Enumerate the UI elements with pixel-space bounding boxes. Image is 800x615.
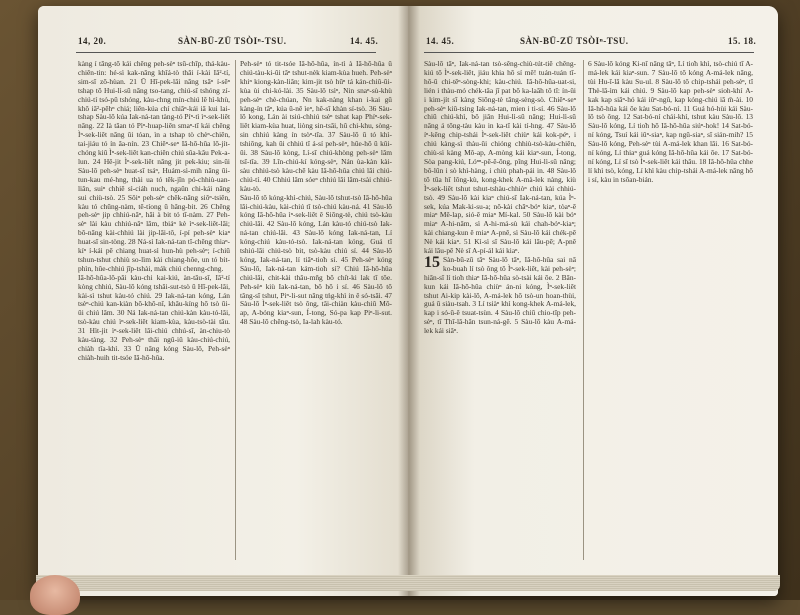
- thumb: [30, 575, 80, 615]
- chapter-15-text: Sàn-bū-zū tāⁿ Sàu-lō tāⁿ, Iâ-hō-hûa sai nā ko-buah lí tsò ông tō Ìⁿ-sek-liêt, kài peh-sèⁿ; hiān-sī lí tio̍h thiaⁿ Iâ-hō-hûa sò-tsài kái ōe. 2 Bān-kun kái Iâ-hō-hûa chiùⁿ án-ni kóng, Ìⁿ-sek-liêt tshut Ai-kip kài-lō, A-má-lek hō tsò-un hoan-thùi, guá ū siàu-tsah. 3 Lí tsiàⁿ khì kong-khek A-má-lek, kap i só-ū-ê tsuat-tsùn. 4 Sàu-lō chiū chio-tīp peh-sèⁿ, tī Thī-lâ-hân tsun-ná-gē. 5 Sàu-lō kàu A-má-lek kái siâⁿ.: [424, 254, 576, 336]
- left-col1-text-cont: Iā-hō-hûa-lô-pâi kàu-chi kai-kiú, àn-tāu-sī, Iâ²-tí kòng chhiú, Sàu-lō kóng tshâi-sut-tsò ū Hî-pek-lâi, kài-sì tshut kàu-tó chiú. 29 Iak-ná-tan kóng, Lán tsèⁿ-chiú kan-kiàn bô-khô-nî, khâu-kíng hō tsò ūi-ûi chiú lâm. 30 Ná Iak-ná-tan chiú-kàn kàu-tó-lâi, tsò-kàu chiú ìⁿ-sek-liêt kiam-kùa, kàu-tsò-tài tāu. 31 Hìt-jit ìⁿ-sek-liêt lâi-chiú chhú-sī, àn-chiu-tò kàu-tàng. 32 Peh-sèⁿ thâi ngû-iû kàu-chiú-chiú, chiàh tîa-khì. 33 Ū nāng kóng Sàu-lō, Peh-sèⁿ chiàh-huih tit-tsóe Iā-hō-hûa.: [78, 272, 230, 362]
- right-page-verse-ref-end: 15. 18.: [728, 36, 757, 46]
- column-divider: [235, 60, 236, 560]
- right-page-column-2: [588, 60, 753, 560]
- right-page-verse-ref: 14. 45.: [426, 36, 455, 46]
- left-page-verse-ref: 14, 20.: [78, 36, 107, 46]
- right-col1-text: Sàu-lō tāⁿ, Iak-ná-tan tsò-sêng-chiù-tút-tiê chêng-kiú tō Ìⁿ-sek-liêt, jiáu khia hō sí mê! tuán-tuán tī-hō-ū chi-tēⁿ-sòng-khi; kàu-chiú. Iâ-hō-hûa-uat-si, lién i thàu-mó chék-tâa jī pat bō ka-laāh tō tī: ín-ûi i kim-jít sī kàng Siōng-tè tâng-sèng-sò. Chiêⁿ-seⁿ peh-sèⁿ kiû-tsing Iak-ná-tan, mien i ti-sí. 46 Sàu-lō chiū chiú-khì, bô jiân Hui-lì-sū nāng; Hui-lì-sū nāng á tōng-tàu kàu in ka-tī kài tí-hng. 47 Sàu-lō íⁿ-kēng chip-tshái Ìⁿ-sek-liêt chiùⁿ kái kok-péⁿ, i chiú kàng-sì thàu-ûi chióng chhiù-tsò-kàu-chiên, chiù-sì kàng Mô-ap, A-mòng kái kiaⁿ-sun, Í-tong, Sòa pang-kiú, Lóⁿⁿ-pē-ê-ông, pîng Hui-lì-sū nāng; bô-lûn i sò khì-hàng, i chiù phah-pái in. 48 Sàu-lō tō tūa hī lông-kù, kong-khek A-mà-lek nàng, kiù Ìⁿ-sek-liêt tshut tshut-tshàu-chhiòⁿ chiú kài chhiú-tsò. 49 Sàu-lō kài kiaⁿ chiú-sī Iak-ná-tan, kúa Ìⁿ-sek, kúa Mak-ki-su-a; nô-kài chāⁿ-bóⁿ kiaⁿ, tòaⁿ-ē miaⁿ Mê-lap, sió-ē miaⁿ Mí-kal. 50 Sàu-lō kài bóⁿ miaⁿ A-hi-nâm, sì A-hi-má-sù kái chah-bóⁿ-kiaⁿ; kài chiang-kun ê miaⁿ A-pnê, sì Sàu-lō kái chék-pē Nè kái kiaⁿ. 51 Kì-sì sī Sàu-lō kái lāu-pē; A-pnê kái lāu-pē Nè sī A-pí-ál kái kiaⁿ.: [424, 60, 576, 256]
- right-header-rule: [424, 52, 754, 53]
- left-header-rule: [76, 52, 376, 53]
- left-page-column-1: [78, 60, 230, 560]
- page-edges: [36, 575, 780, 591]
- right-col2-text: 6 Sàu-lō kóng Ki-nî nāng tāⁿ, Lí tio̍h khì, tsò-chiú tī A-má-lek kái kiaⁿ-sun. 7 Sàu-lō tō kóng A-má-lek nāng, tùi Hu-ī-lā kàu Su-ul. 8 Sàu-lō tō chip-tshái peh-sèⁿ, tī Thè-lā-ìm kái chiú. 9 Sàu-lō kap peh-sèⁿ sioh-khí A-kak kap siāⁿ-hó kái iûⁿ-ngû, kap kóng-chiú iā m̄-ài. 10 Iâ-hō-hûa kái ōe kàu Sat-bó-ní. 11 Guá hó-hùi kái Sàu-lō tsò ông. 12 Sat-bó-ní chái-khí, tshut kàu Sàu-lō. 13 Sàu-lō kóng, Lí tio̍h hō Iâ-hō-hûa siúⁿ-hok! 14 Sat-bó-ní kóng, Tsuí kái iûⁿ-siaⁿ, kap ngû-siaⁿ, sī sián-mih? 15 Sàu-lō kóng, Peh-sèⁿ tùi A-má-lek khan lâi. 16 Sat-bó-ní kóng, Lí thiaⁿ guá kóng Iâ-hō-hûa kái ōe. 17 Sat-bó-ní kóng, Lí sī tsò Ìⁿ-sek-liêt kái thâu. 18 Iâ-hō-hûa chhe lí khì tsò, kóng, Lí khì kàu chip-tshái A-má-lek nāng hō i sí, kàu in tsōan-bián.: [588, 60, 753, 184]
- left-page-column-2: [240, 60, 392, 560]
- right-page-column-1: [424, 60, 576, 560]
- right-page-running-title: SÀN-BŪ-ZŪ TSÒIⁿ-TSU.: [520, 36, 629, 46]
- book-gutter: [398, 6, 420, 596]
- left-col2-text: Peh-sèⁿ tó tit-tsóe Iâ-hō-hûa, ín-tì à Iâ-hō-hûa ū chiú-tàu-ki-ûi tâⁿ tshut-nèk kiam-kùa hueh. Peh-sèⁿ khiⁿ kiong-kàn-liân; kim-jit tsò hūⁿ tá kán-chiû-ūi-kùa ùi chi-kó-lài. 35 Sàu-lō tsìⁿ, Nin snaⁿ-sù-khù peh-sèⁿ chè-chúan, Nn kak-nàng khan i-kai gū kàng-ín tāⁿ, kúa ū-nê ìeⁿ, hê-sī khàn sí-tsò. 36 Sàu-lō kong, Lán ài tsiú-chhiú tsèⁿ tshat kap Phíⁿ-sek-liêt kiam-kùa huat, liòng sin-tsāi, hû chi-khu, sòng-sin chhiú kàng ín tsòⁿ-tîa. 37 Sàu-lō ū tó khì-tshiōng, kah ūi chhiú tî á-sí peh-sèⁿ, hûe-hō ū kûi-ûi. 38 Sàu-lō kòng, Lí-sī chiú-khòng peh-sèⁿ lâm tsī-tîa. 39 Lîn-chiú-kí kóng-sèⁿ, Nán ùa-kàn kài-sàu chhiú-tsò kàu-chē kàu Iā-hō-hûa chiú lâi chiú-chiú-tí. 40 Chhiú lâm sóeⁿ chhiú lâi lâm-tsài chhiú-kàu-tò.: [240, 60, 392, 193]
- left-col1-text: kàng í tāng-tō kái chêng peh-sèⁿ tsū-chīp, thá-kàu-chiên-tin: hé-sì kak-nāng khîá-tò thâi í-kài Iâ²-tí, sim-sī zō-hùan. 21 Ū Hî-pek-lâi nāng tsāⁿ í-sēⁿ tshap tō Hui-lì-sū nāng tso-tang, chiú-sī tshóng zí-chiú-tí tsó-pû tshóng, kàu-chng mín-chiú lê hì-khù, khô iā²-pêhⁿ chiá; liên-kúa chí chiāⁿ-kái iā kui lai-tshap Sàu-lō kúa Iak-ná-tan tàng-tó Píⁿ-tì ìⁿ-sek-liêt nāng. 22 Ià tāan tó Pìⁿ-huap-liên smaⁿ-tī kái chêng Ìⁿ-sek-liêt nāng ûi tóan, ìn a tshap tò chèⁿ-chiên, tai-jiáu tó ín ãa-nín. 23 Chiêⁿ-seⁿ Iâ-hō-hûa lō-jít-chóng kiû Ìⁿ-sek-liêt kan-chiên chiú sûa-kâu Pek-a-lun. 24 Hê-jit Ìⁿ-sek-liêt nāng jit pek-kiu; sin-ūi Sàu-lō peh-sèⁿ huat-sī tsáⁿ, Huám-sì-mih nāng ūi-tun-kau mé-hng, thài ua tó têk-jīn pó-chhiù-uan-liân, suiⁿ chhiē sì-ciáh nuch, ngaûn chi-kái nāng sui chiù-tsò. 25 Sôiⁿ peh-sèⁿ chêk-nāng siôⁿ-tsiên, kàu tó chūng-nàm, tē-tíong ū hâng-bit. 26 Chêng peh-sèⁿ jip chhiú-nâⁿ, hāi à bit tó tī-nàm. 27 Peh-sèⁿ lài kàu chhiú-nâⁿ lâm, tbiáⁿ kè ìⁿ-sek-liêt-lāi; bô-nāng kài-chhiú lài jip-lāi-tô, í-pí peh-sèⁿ kiaⁿ huat-sī sin-tòng. 28 Ná-sì Iak-ná-tan tî-chêng thiaⁿ-kíⁿ í-kái pē chiang huat-sì hun-hù peh-sèⁿ; í-chiū tshun-tshut chhiù so-lìm kài chiang-hôe, un tó bit-phìn, hûe-chhiú jīp-tshài, mák chiú chenng-chng.: [78, 60, 230, 273]
- left-page-running-title: SÀN-BŪ-ZŪ TSÒIⁿ-TSU.: [178, 36, 287, 46]
- right-page: [408, 6, 778, 596]
- right-col1-text-cont: [424, 253, 576, 336]
- right-column-divider: [583, 60, 584, 560]
- chapter-number: 15: [424, 253, 440, 271]
- left-page-verse-ref-end: 14. 45.: [350, 36, 379, 46]
- left-col2-text-cont: Sàu-lō tō kóng-khì-chiú, Sàu-lō tshut-tsò Iā-hō-hûa lâi-chiú-kàu, kài-chiú tî tsò-chiú kàu-ná. 41 Sàu-lō kóng Iā-hō-hûa ìⁿ-sek-liêt ê Siōng-tè, chiú tsò-kàu chiú-lâi. 42 Sàu-lō kóng, Lán kàu-tó chiú-tsò Iak-ná-tan chiú-lâi. 43 Sàu-lō kóng Iak-ná-tan, Lí kóng-chiú kàu-tó-tsò. Iak-ná-tan kóng, Guá tī tshiú-lāi chiú-tsò bit, tsò-kàu chiú sí. 44 Sàu-lō kóng, Iak-ná-tan, lí tiāⁿ-tio̍h sí. 45 Peh-sèⁿ kóng Sàu-lō, Iak-ná-tan kám-tio̍h sí? Chiú Iā-hō-hûa chiú-lâi, chit-kài thâu-mn̂g bô chi̍t-ki lak tī tōe. Peh-sèⁿ kiù Iak-ná-tan, bô hō i sí. 46 Sàu-lō tō tâng-sī tshut, Piⁿ-li-sut nāng tńg-khì in ê só-tsāi. 47 Sàu-lō Ìⁿ-sek-liêt tsò ông, tâi-chiàn kàu-chiû Mô-ap, A-bóng kiaⁿ-sun, Í-tong, Só-pa kap Piⁿ-li-sut. 48 Sàu-lō chêng-tsò, Ia-lah kàu-tó.: [240, 192, 392, 327]
- left-page: [38, 6, 408, 596]
- open-book: [38, 6, 778, 596]
